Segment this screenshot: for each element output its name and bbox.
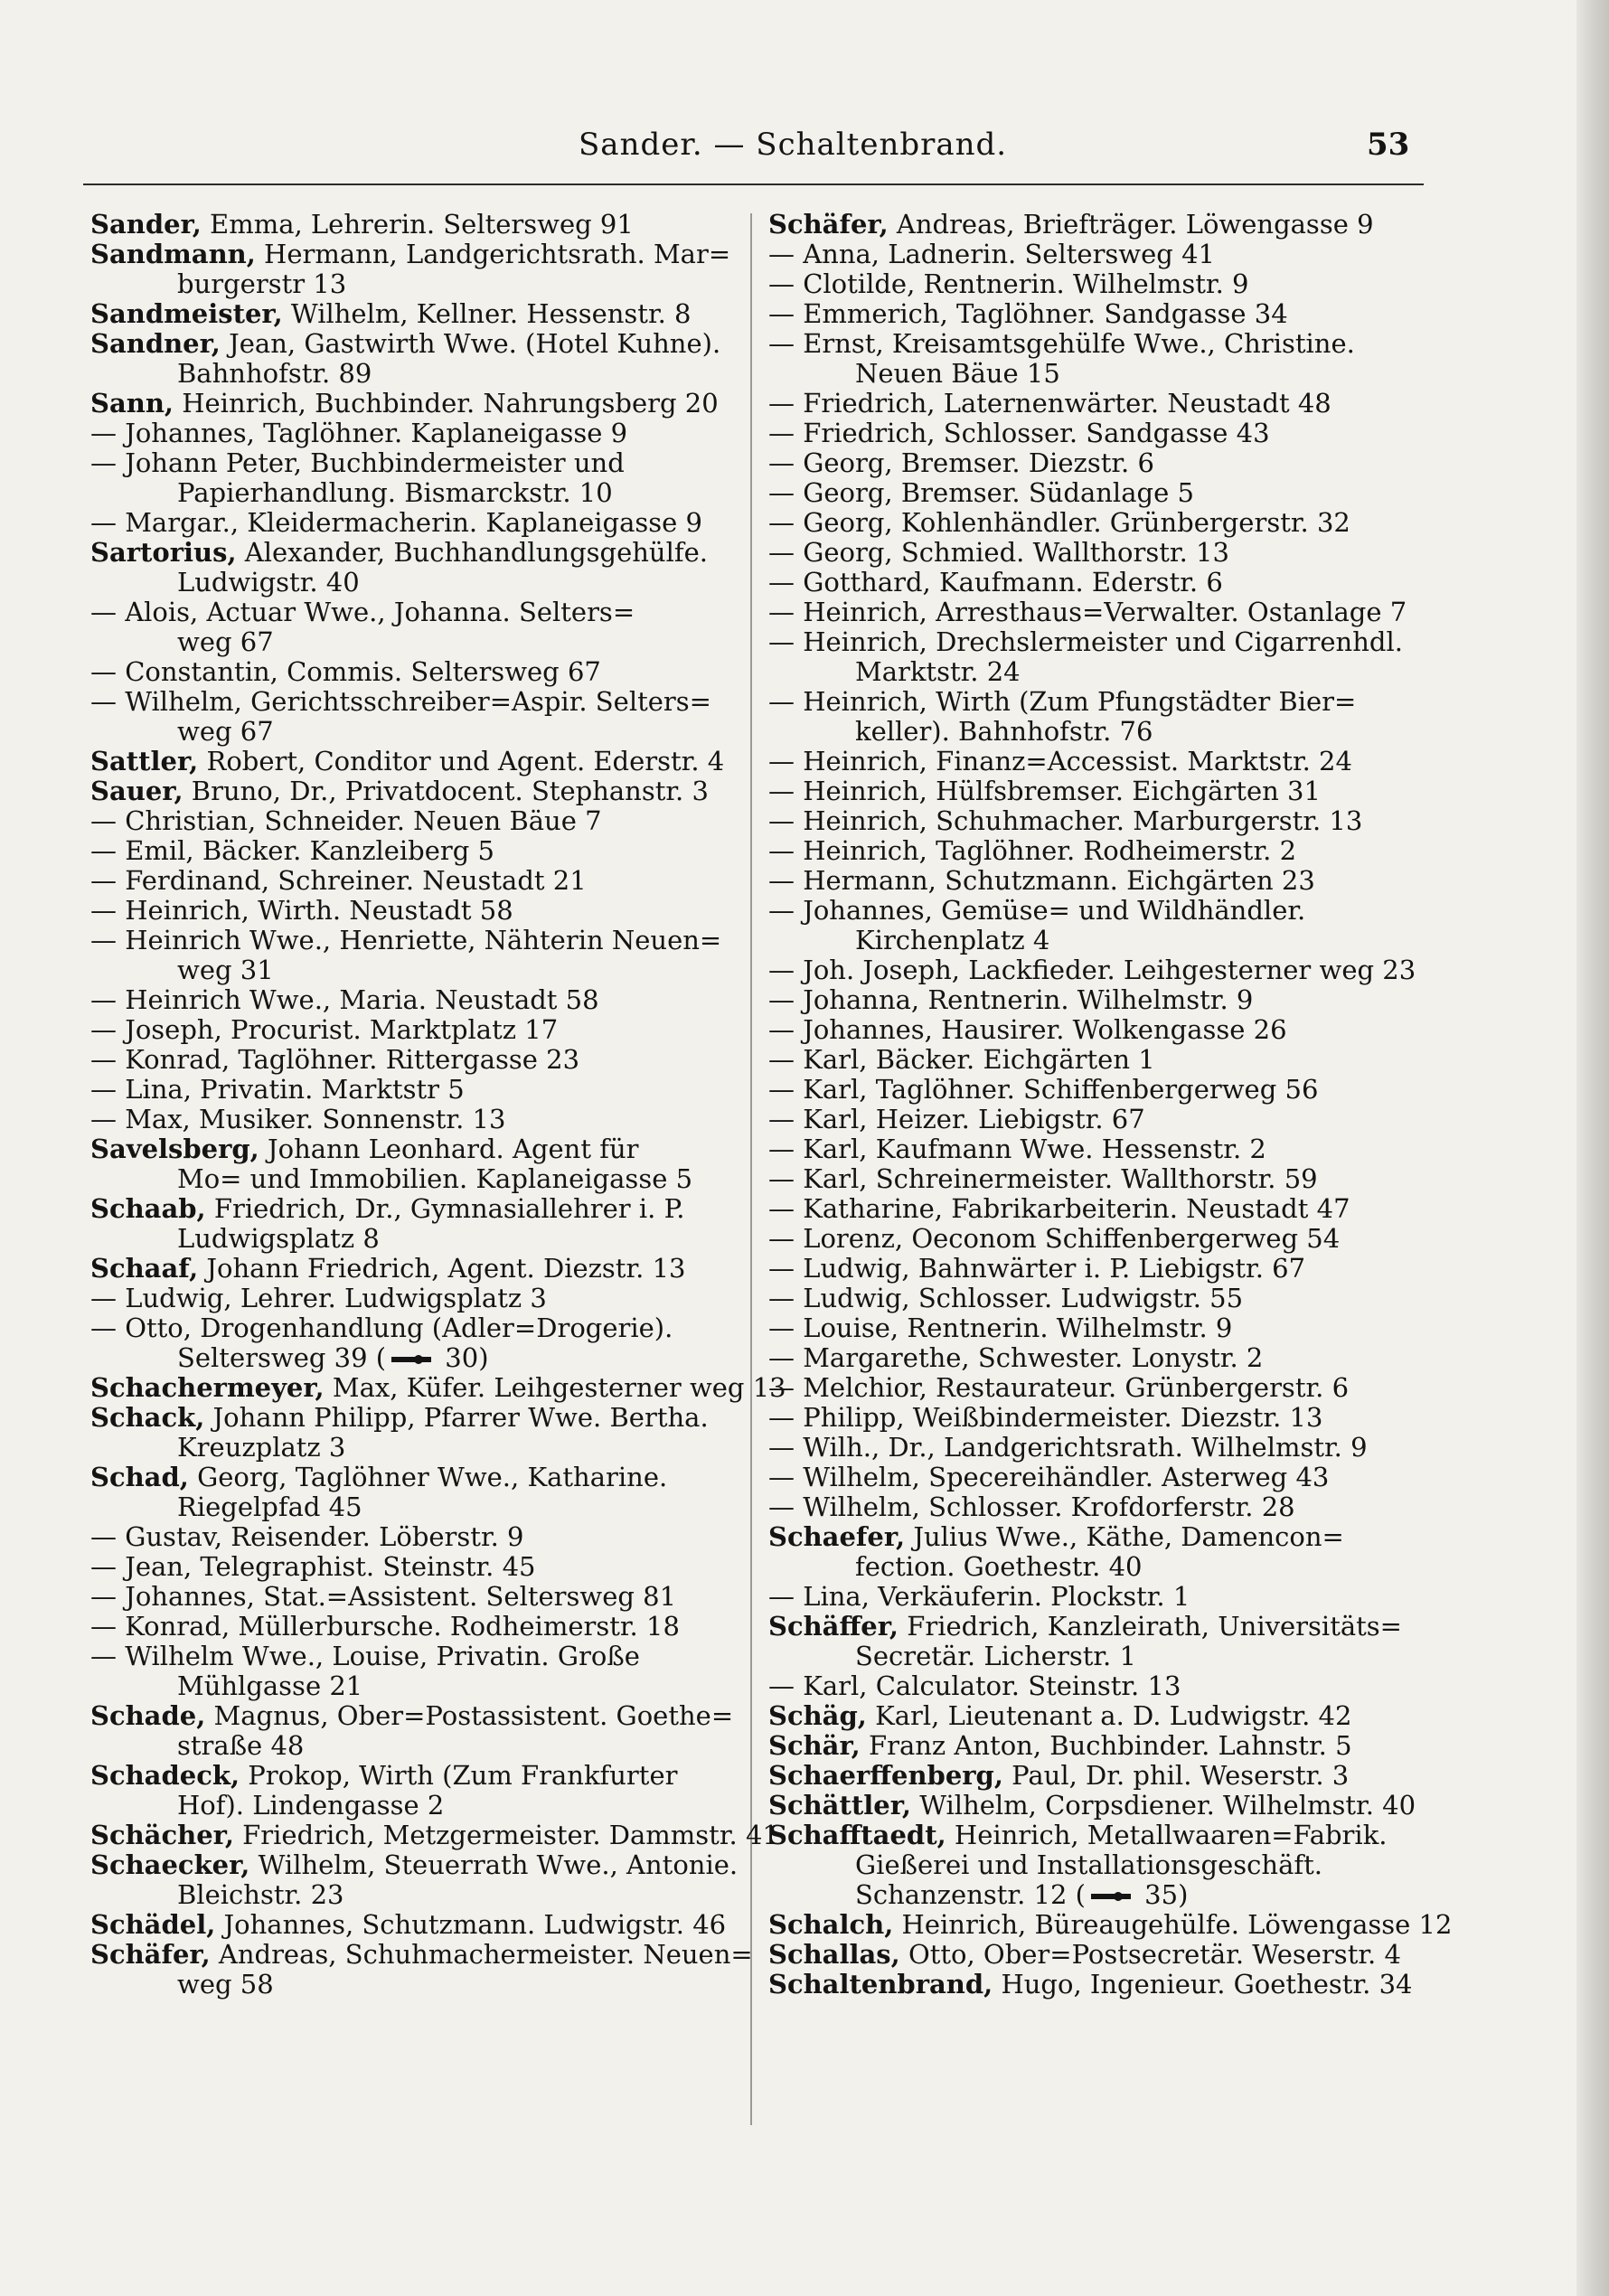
directory-entry	[90, 299, 730, 329]
entry-line: — Georg, Schmied. Wallthorstr. 13	[768, 537, 1229, 568]
entry-line: — Heinrich, Hülfsbremser. Eichgärten 31	[768, 776, 1321, 806]
entry-line: Schack, Johann Philipp, Pfarrer Wwe. Bertha.	[90, 1402, 709, 1433]
surname: Schaefer,	[768, 1521, 906, 1552]
entry-line: — Gustav, Reisender. Löberstr. 9	[90, 1521, 524, 1552]
entry-continuation: Bleichstr. 23	[177, 1879, 344, 1910]
left-column	[90, 209, 786, 2000]
entry-line: Sartorius, Alexander, Buchhandlungsgehülfe.	[90, 537, 708, 568]
entry-line: Schadeck, Prokop, Wirth (Zum Frankfurter	[90, 1760, 678, 1791]
directory-entry	[768, 1105, 1401, 1134]
entry-line: — Johannes, Taglöhner. Kaplaneigasse 9	[90, 418, 628, 448]
directory-entry	[768, 1045, 1401, 1075]
entry-line: — Johann Peter, Buchbindermeister und	[90, 447, 625, 478]
directory-entry	[768, 627, 1401, 687]
directory-entry	[768, 896, 1401, 955]
directory-entry	[768, 866, 1401, 896]
directory-entry	[90, 210, 730, 240]
directory-entry	[90, 806, 730, 836]
directory-entry	[768, 687, 1401, 747]
surname: Schafftaedt,	[768, 1820, 946, 1850]
directory-entry	[768, 299, 1401, 329]
entry-line: — Heinrich, Wirth. Neustadt 58	[90, 895, 513, 926]
directory-entry	[90, 1254, 730, 1284]
entry-line: — Karl, Bäcker. Eichgärten 1	[768, 1044, 1155, 1075]
surname: Schättler,	[768, 1790, 911, 1821]
surname: Sann,	[90, 388, 174, 419]
surname: Schaaf,	[90, 1253, 199, 1284]
entry-line: Schächer, Friedrich, Metzgermeister. Dammstr. 41	[90, 1820, 779, 1850]
directory-entry	[90, 1939, 753, 2000]
entry-line: — Joseph, Procurist. Marktplatz 17	[90, 1014, 559, 1045]
entry-line: Sattler, Robert, Conditor und Agent. Ederstr. 4	[90, 746, 725, 776]
entry-line: — Clotilde, Rentnerin. Wilhelmstr. 9	[768, 268, 1249, 299]
surname: Schädel,	[90, 1909, 216, 1940]
directory-entry	[90, 1463, 730, 1522]
entry-line: Sauer, Bruno, Dr., Privatdocent. Stephanstr. 3	[90, 776, 709, 806]
surname: Schaab,	[90, 1193, 206, 1224]
directory-entry	[768, 1075, 1401, 1105]
entry-continuation: Mo= und Immobilien. Kaplaneigasse 5	[177, 1163, 693, 1194]
entry-continuation: Papierhandlung. Bismarckstr. 10	[177, 477, 613, 508]
entry-continuation: straße 48	[177, 1730, 305, 1761]
entry-continuation: Kreuzplatz 3	[177, 1432, 346, 1463]
entry-line: — Joh. Joseph, Lackfieder. Leihgesterner weg 23	[768, 955, 1416, 985]
entry-line: — Emil, Bäcker. Kanzleiberg 5	[90, 835, 495, 866]
entry-line: Schäfer, Andreas, Briefträger. Löwengasse 9	[768, 209, 1374, 240]
entry-line: Schade, Magnus, Ober=Postassistent. Goethe=	[90, 1700, 734, 1731]
directory-entry	[90, 747, 730, 776]
entry-continuation: Seltersweg 39 ( 30)	[177, 1342, 489, 1373]
entry-line: Schallas, Otto, Ober=Postsecretär. Weserstr. 4	[768, 1939, 1401, 1970]
directory-entry	[90, 598, 730, 657]
entry-continuation: weg 31	[177, 955, 274, 985]
directory-entry	[90, 926, 730, 985]
entry-continuation: Mühlgasse 21	[177, 1670, 363, 1701]
directory-entry	[90, 419, 730, 448]
directory-entry	[768, 1373, 1401, 1403]
directory-entry	[90, 1642, 730, 1701]
directory-entry	[768, 1522, 1401, 1582]
directory-entry	[90, 896, 730, 926]
entry-line: Schädel, Johannes, Schutzmann. Ludwigstr. 46	[90, 1909, 727, 1940]
directory-entry	[768, 240, 1401, 269]
entry-line: Schaab, Friedrich, Dr., Gymnasiallehrer i. P.	[90, 1193, 685, 1224]
entry-line: Schalch, Heinrich, Büreaugehülfe. Löwengasse 12	[768, 1909, 1453, 1940]
directory-entry	[90, 508, 730, 538]
directory-entry	[90, 1820, 779, 1850]
directory-entry	[768, 448, 1401, 478]
entry-line: Schad, Georg, Taglöhner Wwe., Katharine.	[90, 1462, 668, 1492]
directory-entry	[90, 776, 730, 806]
entry-line: Savelsberg, Johann Leonhard. Agent für	[90, 1134, 639, 1164]
directory-entry	[768, 1015, 1401, 1045]
surname: Schaerffenberg,	[768, 1760, 1003, 1791]
surname: Savelsberg,	[90, 1134, 259, 1164]
directory-entry	[90, 1612, 730, 1642]
entry-line: — Heinrich, Schuhmacher. Marburgerstr. 13	[768, 805, 1363, 836]
entry-line: — Georg, Kohlenhändler. Grünbergerstr. 32	[768, 507, 1350, 538]
directory-entry	[768, 389, 1401, 419]
entry-line: Schättler, Wilhelm, Corpsdiener. Wilhelmstr. 40	[768, 1790, 1416, 1821]
directory-entry	[90, 389, 730, 419]
directory-entry	[768, 1194, 1401, 1224]
directory-entry	[768, 1969, 1413, 2000]
surname: Schadeck,	[90, 1760, 240, 1791]
directory-entry	[768, 1433, 1401, 1463]
entry-line: — Johanna, Rentnerin. Wilhelmstr. 9	[768, 984, 1254, 1015]
directory-entry	[768, 747, 1401, 776]
directory-entry	[768, 1284, 1401, 1313]
entry-line: Sann, Heinrich, Buchbinder. Nahrungsberg 20	[90, 388, 719, 419]
directory-entry	[768, 1909, 1453, 1940]
page-title: Sander. — Schaltenbrand.	[579, 127, 1008, 163]
entry-line: — Christian, Schneider. Neuen Bäue 7	[90, 805, 602, 836]
page-header	[0, 127, 1609, 170]
entry-line: — Johannes, Gemüse= und Wildhändler.	[768, 895, 1306, 926]
directory-entry	[768, 1671, 1401, 1701]
entry-line: Sander, Emma, Lehrerin. Seltersweg 91	[90, 209, 634, 240]
entry-line: — Georg, Bremser. Diezstr. 6	[768, 447, 1154, 478]
entry-line: Schaerffenberg, Paul, Dr. phil. Weserstr. 3	[768, 1760, 1350, 1791]
entry-line: — Ludwig, Bahnwärter i. P. Liebigstr. 67	[768, 1253, 1306, 1284]
surname: Schack,	[90, 1402, 205, 1433]
directory-entry	[768, 1940, 1401, 1970]
entry-continuation: weg 67	[177, 626, 274, 657]
page-fold-shadow	[1576, 0, 1609, 2296]
directory-entry	[90, 836, 730, 866]
entry-line: Schäg, Karl, Lieutenant a. D. Ludwigstr. 42	[768, 1700, 1352, 1731]
directory-entry	[90, 240, 730, 299]
entry-line: — Konrad, Müllerbursche. Rodheimerstr. 18	[90, 1611, 680, 1642]
entry-line: — Heinrich, Taglöhner. Rodheimerstr. 2	[768, 835, 1297, 866]
entry-line: Schaaf, Johann Friedrich, Agent. Diezstr. 13	[90, 1253, 686, 1284]
entry-continuation: fection. Goethestr. 40	[855, 1551, 1143, 1582]
directory-entry	[768, 985, 1401, 1015]
directory-entry	[90, 1403, 730, 1463]
directory-entry	[768, 836, 1401, 866]
directory-entry	[768, 1134, 1401, 1164]
entry-line: — Karl, Calculator. Steinstr. 13	[768, 1670, 1181, 1701]
entry-line: — Margarethe, Schwester. Lonystr. 2	[768, 1342, 1264, 1373]
entry-line: Schäfer, Andreas, Schuhmachermeister. Neuen=	[90, 1939, 753, 1970]
entry-line: Schaltenbrand, Hugo, Ingenieur. Goethestr. 34	[768, 1969, 1413, 2000]
entry-line: — Louise, Rentnerin. Wilhelmstr. 9	[768, 1313, 1233, 1343]
entry-line: Schaecker, Wilhelm, Steuerrath Wwe., Antonie.	[90, 1849, 739, 1880]
directory-entry	[768, 1164, 1401, 1194]
entry-line: — Johannes, Hausirer. Wolkengasse 26	[768, 1014, 1287, 1045]
entry-line: — Friedrich, Schlosser. Sandgasse 43	[768, 418, 1270, 448]
entry-line: — Jean, Telegraphist. Steinstr. 45	[90, 1551, 536, 1582]
directory-entry	[90, 866, 730, 896]
directory-entry	[768, 478, 1401, 508]
directory-entry	[768, 568, 1401, 598]
entry-line: — Konrad, Taglöhner. Rittergasse 23	[90, 1044, 580, 1075]
entry-continuation: burgerstr 13	[177, 268, 347, 299]
entry-line: Sandmeister, Wilhelm, Kellner. Hessenstr. 8	[90, 298, 692, 329]
directory-entry	[768, 1612, 1401, 1671]
directory-entry	[768, 1254, 1401, 1284]
entry-line: — Lina, Verkäuferin. Plockstr. 1	[768, 1581, 1190, 1612]
directory-entry	[768, 955, 1416, 985]
entry-line: — Ludwig, Lehrer. Ludwigsplatz 3	[90, 1283, 547, 1313]
right-column	[768, 209, 1453, 2000]
entry-continuation: weg 67	[177, 716, 274, 747]
directory-entry	[768, 776, 1401, 806]
entry-line: — Anna, Ladnerin. Seltersweg 41	[768, 239, 1215, 269]
entry-line: — Alois, Actuar Wwe., Johanna. Selters=	[90, 597, 635, 627]
surname: Schär,	[768, 1730, 861, 1761]
directory-entry	[768, 1731, 1401, 1761]
entry-continuation: weg 58	[177, 1969, 274, 2000]
surname: Schäfer,	[768, 209, 889, 240]
entry-line: — Heinrich, Drechslermeister und Cigarrenhdl.	[768, 626, 1403, 657]
entry-continuation: Marktstr. 24	[855, 656, 1021, 687]
entry-continuation: Schanzenstr. 12 ( 35)	[855, 1879, 1189, 1910]
entry-line: — Karl, Kaufmann Wwe. Hessenstr. 2	[768, 1134, 1266, 1164]
entry-line: — Johannes, Stat.=Assistent. Seltersweg 81	[90, 1581, 677, 1612]
entry-line: — Lina, Privatin. Marktstr 5	[90, 1074, 465, 1105]
entry-continuation: keller). Bahnhofstr. 76	[855, 716, 1153, 747]
surname: Sander,	[90, 209, 202, 240]
directory-entry	[90, 1105, 730, 1134]
surname: Schad,	[90, 1462, 189, 1492]
directory-entry	[90, 1194, 730, 1254]
entry-line: — Heinrich, Finanz=Accessist. Marktstr. 24	[768, 746, 1352, 776]
entry-line: — Georg, Bremser. Südanlage 5	[768, 477, 1194, 508]
directory-entry	[768, 1463, 1401, 1492]
entry-line: — Katharine, Fabrikarbeiterin. Neustadt 47	[768, 1193, 1350, 1224]
entry-line: — Karl, Heizer. Liebigstr. 67	[768, 1104, 1145, 1134]
directory-entry	[90, 1910, 730, 1940]
directory-entry	[90, 538, 730, 598]
directory-entry	[90, 1045, 730, 1075]
entry-continuation: Secretär. Licherstr. 1	[855, 1641, 1136, 1671]
entry-line: — Karl, Taglöhner. Schiffenbergerweg 56	[768, 1074, 1319, 1105]
directory-entry	[768, 1492, 1401, 1522]
directory-entry	[768, 1761, 1401, 1791]
entry-continuation: Hof). Lindengasse 2	[177, 1790, 445, 1821]
entry-line: — Friedrich, Laternenwärter. Neustadt 48	[768, 388, 1331, 419]
directory-entry	[90, 1522, 730, 1552]
entry-line: — Heinrich, Wirth (Zum Pfungstädter Bier=	[768, 686, 1357, 717]
entry-line: Schäffer, Friedrich, Kanzleirath, Universitäts=	[768, 1611, 1402, 1642]
entry-line: — Wilhelm, Schlosser. Krofdorferstr. 28	[768, 1491, 1295, 1522]
directory-entry	[90, 1761, 730, 1821]
entry-line: — Emmerich, Taglöhner. Sandgasse 34	[768, 298, 1288, 329]
entry-line: — Otto, Drogenhandlung (Adler=Drogerie).	[90, 1313, 673, 1343]
directory-entry	[768, 329, 1401, 389]
surname: Sauer,	[90, 776, 183, 806]
directory-entry	[768, 1582, 1401, 1612]
directory-entry	[768, 1701, 1401, 1731]
directory-entry	[768, 1343, 1401, 1373]
directory-entry	[768, 1403, 1401, 1433]
surname: Schalch,	[768, 1909, 894, 1940]
pointing-hand-icon	[390, 1351, 433, 1368]
directory-entry	[768, 1821, 1401, 1910]
entry-line: — Heinrich, Arresthaus=Verwalter. Ostanlage 7	[768, 597, 1407, 627]
surname: Schäfer,	[90, 1939, 211, 1970]
directory-entry	[768, 419, 1401, 448]
entry-line: — Constantin, Commis. Seltersweg 67	[90, 656, 601, 687]
pointing-hand-icon	[1089, 1888, 1133, 1905]
entry-line: — Karl, Schreinermeister. Wallthorstr. 59	[768, 1163, 1318, 1194]
entry-line: — Ernst, Kreisamtsgehülfe Wwe., Christine.	[768, 328, 1355, 359]
surname: Schäffer,	[768, 1611, 899, 1642]
entry-line: — Heinrich Wwe., Maria. Neustadt 58	[90, 984, 599, 1015]
entry-line: — Philipp, Weißbindermeister. Diezstr. 13	[768, 1402, 1323, 1433]
surname: Schäg,	[768, 1700, 867, 1731]
surname: Schallas,	[768, 1939, 900, 1970]
directory-entry	[768, 210, 1401, 240]
entry-line: — Wilhelm, Gerichtsschreiber=Aspir. Selters=	[90, 686, 711, 717]
entry-continuation: Neuen Bäue 15	[855, 358, 1060, 389]
entry-continuation: Kirchenplatz 4	[855, 925, 1050, 955]
directory-entry	[90, 1849, 739, 1910]
directory-entry	[768, 1224, 1401, 1254]
entry-line: — Wilhelm, Specereihändler. Asterweg 43	[768, 1462, 1330, 1492]
header-rule	[83, 183, 1424, 185]
entry-line: Schär, Franz Anton, Buchbinder. Lahnstr. 5	[768, 1730, 1352, 1761]
directory-entry	[90, 1552, 730, 1582]
entry-line: — Ferdinand, Schreiner. Neustadt 21	[90, 865, 587, 896]
entry-continuation: Gießerei und Installationsgeschäft.	[855, 1849, 1322, 1880]
directory-entry	[90, 1284, 730, 1313]
entry-continuation: Bahnhofstr. 89	[177, 358, 372, 389]
directory-entry	[90, 1700, 734, 1761]
entry-continuation: Riegelpfad 45	[177, 1491, 362, 1522]
surname: Sandner,	[90, 328, 221, 359]
directory-entry	[90, 1313, 730, 1373]
directory-entry	[90, 687, 730, 747]
entry-line: — Melchior, Restaurateur. Grünbergerstr. 6	[768, 1372, 1350, 1403]
entry-line: — Ludwig, Schlosser. Ludwigstr. 55	[768, 1283, 1244, 1313]
entry-line: Schafftaedt, Heinrich, Metallwaaren=Fabrik.	[768, 1820, 1388, 1850]
entry-line: Schaefer, Julius Wwe., Käthe, Damencon=	[768, 1521, 1344, 1552]
directory-entry	[90, 1075, 730, 1105]
entry-continuation: Ludwigsplatz 8	[177, 1223, 380, 1254]
directory-entry	[90, 329, 730, 389]
directory-entry	[768, 508, 1401, 538]
directory-entry	[90, 448, 730, 508]
entry-line: Sandmann, Hermann, Landgerichtsrath. Mar=	[90, 239, 731, 269]
entry-line: Schachermeyer, Max, Küfer. Leihgesterner weg 13	[90, 1372, 786, 1403]
directory-entry	[768, 1313, 1401, 1343]
entry-line: Sandner, Jean, Gastwirth Wwe. (Hotel Kuhne).	[90, 328, 721, 359]
surname: Sartorius,	[90, 537, 237, 568]
directory-entry	[768, 597, 1407, 627]
directory-entry	[90, 657, 730, 687]
entry-line: — Hermann, Schutzmann. Eichgärten 23	[768, 865, 1315, 896]
directory-entry	[768, 806, 1401, 836]
surname: Schaecker,	[90, 1849, 250, 1880]
directory-entry	[768, 269, 1401, 299]
page-number: 53	[1367, 127, 1410, 163]
directory-entry	[90, 1015, 730, 1045]
entry-line: — Wilh., Dr., Landgerichtsrath. Wilhelmstr. 9	[768, 1432, 1368, 1463]
surname: Sattler,	[90, 746, 199, 776]
entry-line: — Heinrich Wwe., Henriette, Nähterin Neuen=	[90, 925, 722, 955]
directory-entry	[90, 1372, 786, 1403]
surname: Schächer,	[90, 1820, 234, 1850]
surname: Sandmann,	[90, 239, 256, 269]
entry-line: — Lorenz, Oeconom Schiffenbergerweg 54	[768, 1223, 1341, 1254]
directory-entry	[768, 538, 1401, 568]
directory-entry	[90, 1134, 730, 1194]
directory-entry	[90, 1582, 730, 1612]
entry-line: — Max, Musiker. Sonnenstr. 13	[90, 1104, 506, 1134]
entry-line: — Wilhelm Wwe., Louise, Privatin. Große	[90, 1641, 640, 1671]
surname: Schachermeyer,	[90, 1372, 325, 1403]
entry-line: — Margar., Kleidermacherin. Kaplaneigasse 9	[90, 507, 702, 538]
directory-entry	[90, 985, 730, 1015]
entry-line: — Gotthard, Kaufmann. Ederstr. 6	[768, 567, 1223, 598]
surname: Sandmeister,	[90, 298, 283, 329]
entry-continuation: Ludwigstr. 40	[177, 567, 360, 598]
surname: Schaltenbrand,	[768, 1969, 993, 2000]
directory-entry	[768, 1790, 1416, 1821]
surname: Schade,	[90, 1700, 206, 1731]
